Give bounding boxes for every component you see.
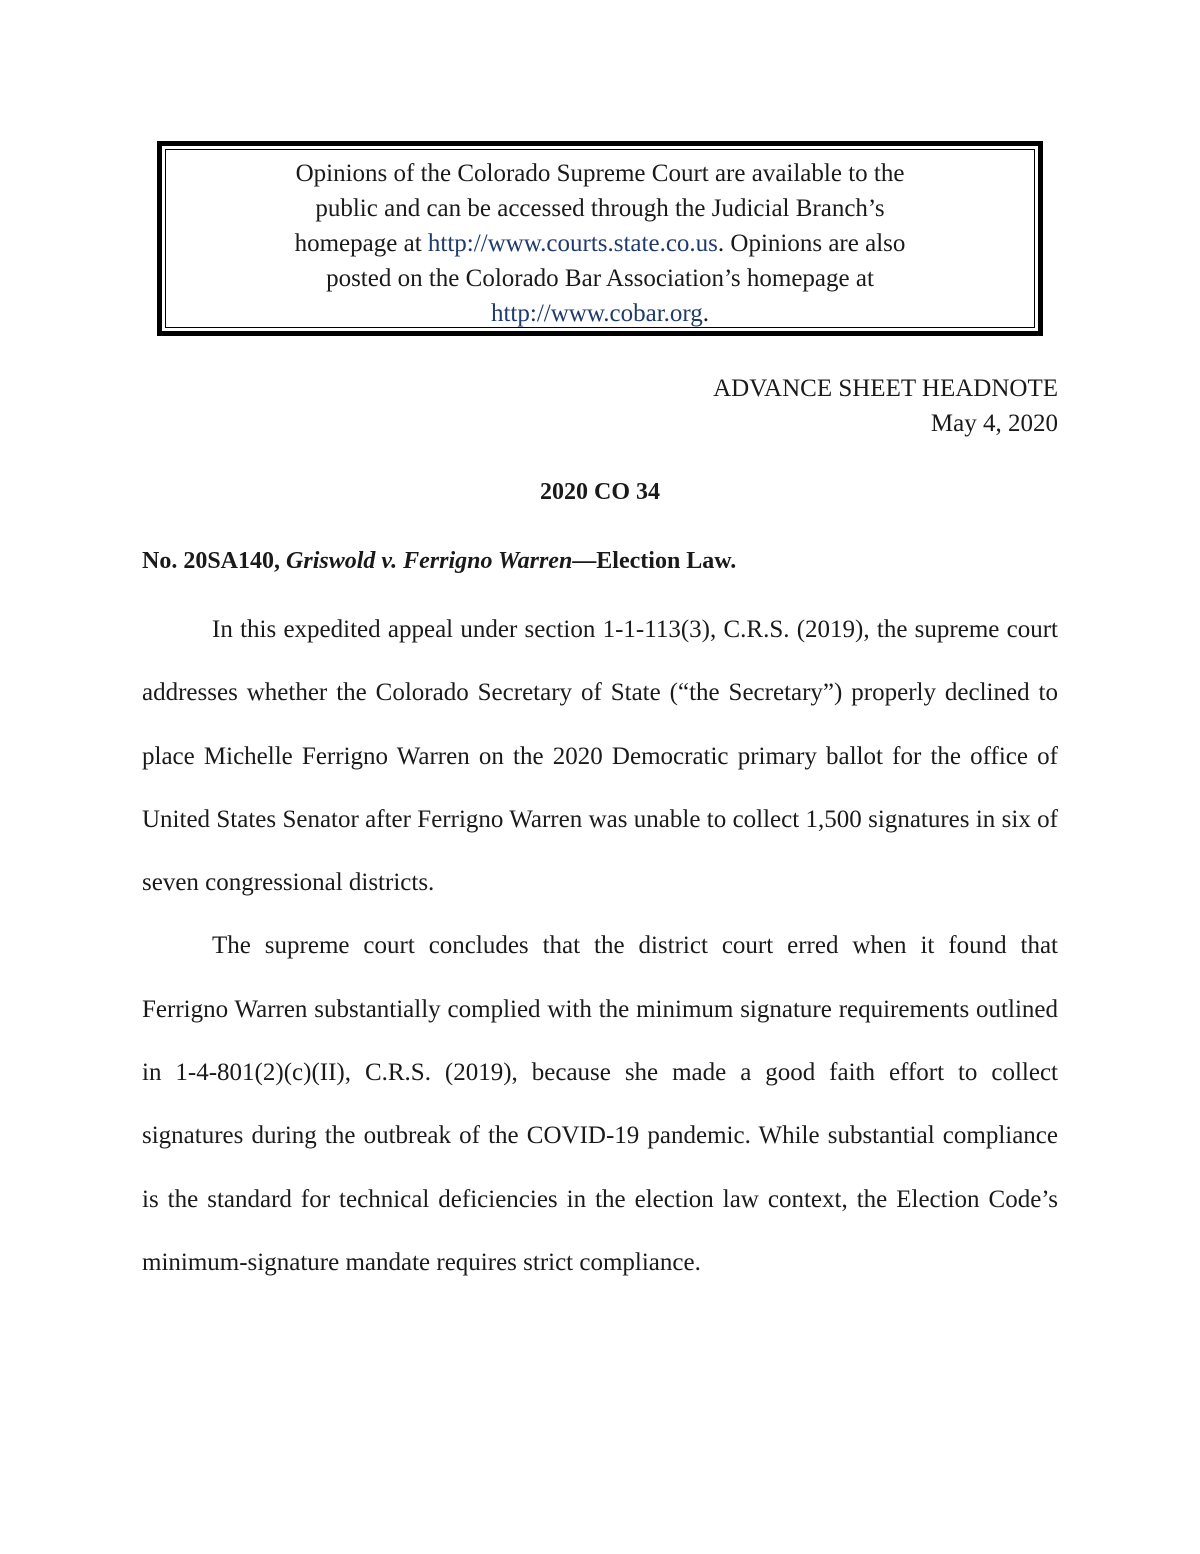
notice-line-5-suffix: . [702,300,710,327]
paragraph-2: The supreme court concludes that the district court erred when it found that Ferrigno Warren substantially complied with the minimum signature requirements outlined in 1-4-801(2)(c)(II), C.R.S. (2019), because she made a good faith effort to collect signatures during the outbreak of the COVID-19 pandemic. While substantial compliance is the standard for technical deficiencies in the election law context, the Election Code’s minimum-signature mandate requires strict compliance. [142,932,1058,1276]
notice-line-1: Opinions of the Colorado Supreme Court are available to the [295,160,905,187]
courts-link[interactable]: http://www.courts.state.co.us [427,230,718,257]
headnote-block [713,371,1058,441]
paragraph-1: In this expedited appeal under section 1-1-113(3), C.R.S. (2019), the supreme court addresses whether the Colorado Secretary of State (“the Secretary”) properly declined to place Michelle Ferrigno Warren on the 2020 Democratic primary ballot for the office of United States Senator after Ferrigno Warren was unable to collect 1,500 signatures in six of seven congressional districts. [142,616,1058,897]
notice-text [165,149,1035,328]
notice-box [157,141,1043,336]
notice-line-2: public and can be accessed through the Judicial Branch’s [315,195,885,222]
case-heading [142,545,736,577]
notice-line-4: posted on the Colorado Bar Association’s homepage at [326,265,874,292]
case-name: Griswold v. Ferrigno Warren [286,548,573,574]
headnote-date: May 4, 2020 [930,410,1058,437]
case-topic: —Election Law. [572,548,737,574]
cobar-link[interactable]: http://www.cobar.org [490,300,703,327]
notice-line-3-suffix: . Opinions are also [717,230,906,257]
notice-line-3-prefix: homepage at [294,230,428,257]
citation: 2020 CO 34 [540,479,660,505]
case-number: No. 20SA140, [142,548,287,574]
headnote-label: ADVANCE SHEET HEADNOTE [713,375,1058,402]
headnote-body [142,598,1058,1294]
